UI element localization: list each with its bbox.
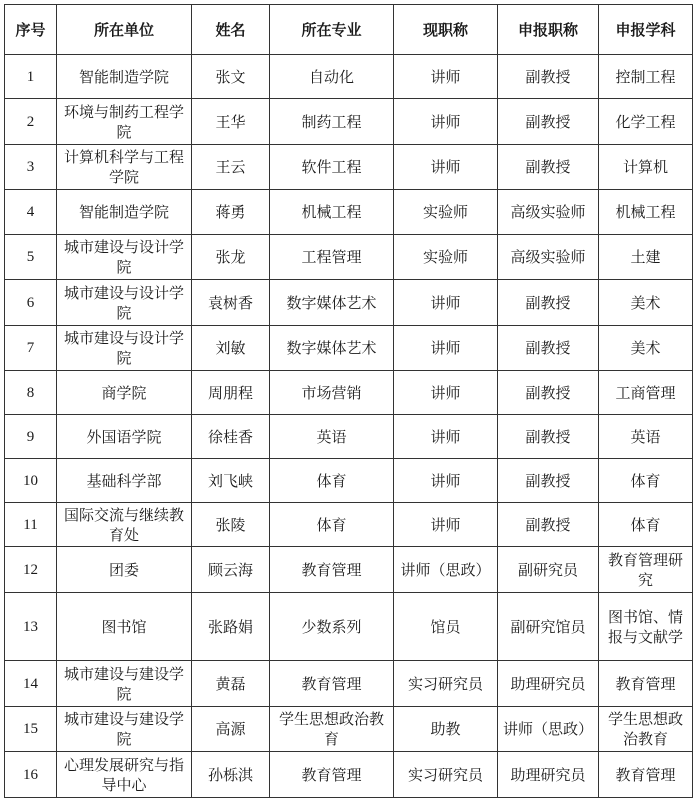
cell-apply-subject: 化学工程 bbox=[599, 99, 693, 145]
cell-unit: 外国语学院 bbox=[57, 415, 192, 459]
cell-unit: 城市建设与建设学院 bbox=[57, 707, 192, 752]
cell-apply-title: 副教授 bbox=[498, 371, 599, 415]
cell-apply-title: 副研究员 bbox=[498, 547, 599, 593]
cell-major: 学生思想政治教育 bbox=[270, 707, 394, 752]
cell-current-title: 实习研究员 bbox=[394, 661, 498, 707]
cell-apply-subject: 英语 bbox=[599, 415, 693, 459]
cell-apply-title: 副教授 bbox=[498, 99, 599, 145]
cell-unit: 智能制造学院 bbox=[57, 55, 192, 99]
cell-apply-title: 副教授 bbox=[498, 145, 599, 190]
cell-current-title: 实习研究员 bbox=[394, 752, 498, 798]
header-apply-subject: 申报学科 bbox=[599, 5, 693, 55]
cell-major: 制药工程 bbox=[270, 99, 394, 145]
cell-name: 王云 bbox=[192, 145, 270, 190]
table-row bbox=[5, 593, 693, 661]
table-row bbox=[5, 326, 693, 371]
cell-unit: 计算机科学与工程学院 bbox=[57, 145, 192, 190]
table-row bbox=[5, 145, 693, 190]
table-row bbox=[5, 415, 693, 459]
header-name: 姓名 bbox=[192, 5, 270, 55]
cell-no: 10 bbox=[5, 459, 57, 503]
cell-apply-subject: 控制工程 bbox=[599, 55, 693, 99]
cell-current-title: 讲师 bbox=[394, 503, 498, 547]
table-row bbox=[5, 280, 693, 326]
cell-apply-subject: 美术 bbox=[599, 326, 693, 371]
cell-name: 高源 bbox=[192, 707, 270, 752]
cell-major: 体育 bbox=[270, 459, 394, 503]
table-row bbox=[5, 707, 693, 752]
cell-name: 刘敏 bbox=[192, 326, 270, 371]
cell-apply-subject: 教育管理 bbox=[599, 661, 693, 707]
cell-apply-title: 高级实验师 bbox=[498, 190, 599, 235]
cell-no: 5 bbox=[5, 235, 57, 280]
cell-current-title: 讲师 bbox=[394, 459, 498, 503]
cell-major: 教育管理 bbox=[270, 547, 394, 593]
cell-apply-subject: 计算机 bbox=[599, 145, 693, 190]
cell-name: 张路娟 bbox=[192, 593, 270, 661]
table-row bbox=[5, 547, 693, 593]
cell-current-title: 实验师 bbox=[394, 190, 498, 235]
cell-current-title: 讲师 bbox=[394, 415, 498, 459]
cell-name: 袁树香 bbox=[192, 280, 270, 326]
cell-apply-subject: 美术 bbox=[599, 280, 693, 326]
header-current-title: 现职称 bbox=[394, 5, 498, 55]
cell-unit: 城市建设与建设学院 bbox=[57, 661, 192, 707]
table-body bbox=[5, 55, 693, 798]
cell-name: 黄磊 bbox=[192, 661, 270, 707]
cell-unit: 团委 bbox=[57, 547, 192, 593]
table-row bbox=[5, 99, 693, 145]
table-row bbox=[5, 235, 693, 280]
cell-unit: 智能制造学院 bbox=[57, 190, 192, 235]
cell-no: 11 bbox=[5, 503, 57, 547]
cell-unit: 图书馆 bbox=[57, 593, 192, 661]
table-row bbox=[5, 55, 693, 99]
cell-no: 15 bbox=[5, 707, 57, 752]
table-row bbox=[5, 752, 693, 798]
cell-major: 教育管理 bbox=[270, 752, 394, 798]
cell-apply-subject: 体育 bbox=[599, 459, 693, 503]
cell-name: 顾云海 bbox=[192, 547, 270, 593]
cell-current-title: 助教 bbox=[394, 707, 498, 752]
cell-unit: 城市建设与设计学院 bbox=[57, 235, 192, 280]
cell-apply-title: 副教授 bbox=[498, 459, 599, 503]
cell-name: 张龙 bbox=[192, 235, 270, 280]
cell-name: 周朋程 bbox=[192, 371, 270, 415]
cell-name: 徐桂香 bbox=[192, 415, 270, 459]
cell-current-title: 讲师（思政） bbox=[394, 547, 498, 593]
cell-apply-title: 副教授 bbox=[498, 280, 599, 326]
cell-current-title: 讲师 bbox=[394, 55, 498, 99]
cell-major: 数字媒体艺术 bbox=[270, 280, 394, 326]
cell-apply-subject: 工商管理 bbox=[599, 371, 693, 415]
cell-apply-subject: 教育管理 bbox=[599, 752, 693, 798]
cell-apply-subject: 图书馆、情报与文献学 bbox=[599, 593, 693, 661]
cell-major: 数字媒体艺术 bbox=[270, 326, 394, 371]
cell-name: 孙栎淇 bbox=[192, 752, 270, 798]
cell-current-title: 讲师 bbox=[394, 371, 498, 415]
cell-no: 13 bbox=[5, 593, 57, 661]
cell-unit: 国际交流与继续教育处 bbox=[57, 503, 192, 547]
table-row bbox=[5, 371, 693, 415]
cell-unit: 城市建设与设计学院 bbox=[57, 280, 192, 326]
cell-current-title: 馆员 bbox=[394, 593, 498, 661]
cell-major: 教育管理 bbox=[270, 661, 394, 707]
cell-no: 9 bbox=[5, 415, 57, 459]
cell-major: 少数系列 bbox=[270, 593, 394, 661]
cell-apply-title: 副教授 bbox=[498, 415, 599, 459]
header-apply-title: 申报职称 bbox=[498, 5, 599, 55]
cell-major: 市场营销 bbox=[270, 371, 394, 415]
cell-apply-subject: 机械工程 bbox=[599, 190, 693, 235]
cell-apply-title: 讲师（思政） bbox=[498, 707, 599, 752]
table-row bbox=[5, 503, 693, 547]
cell-major: 英语 bbox=[270, 415, 394, 459]
cell-major: 工程管理 bbox=[270, 235, 394, 280]
cell-name: 蒋勇 bbox=[192, 190, 270, 235]
cell-unit: 基础科学部 bbox=[57, 459, 192, 503]
cell-no: 2 bbox=[5, 99, 57, 145]
cell-unit: 城市建设与设计学院 bbox=[57, 326, 192, 371]
cell-no: 12 bbox=[5, 547, 57, 593]
cell-unit: 商学院 bbox=[57, 371, 192, 415]
table-row bbox=[5, 661, 693, 707]
cell-name: 张陵 bbox=[192, 503, 270, 547]
cell-name: 刘飞峡 bbox=[192, 459, 270, 503]
header-row bbox=[5, 5, 693, 55]
cell-no: 8 bbox=[5, 371, 57, 415]
cell-apply-title: 高级实验师 bbox=[498, 235, 599, 280]
cell-current-title: 讲师 bbox=[394, 280, 498, 326]
cell-major: 机械工程 bbox=[270, 190, 394, 235]
cell-apply-subject: 学生思想政治教育 bbox=[599, 707, 693, 752]
cell-major: 软件工程 bbox=[270, 145, 394, 190]
cell-unit: 心理发展研究与指导中心 bbox=[57, 752, 192, 798]
application-table bbox=[4, 4, 693, 798]
cell-apply-title: 助理研究员 bbox=[498, 661, 599, 707]
cell-unit: 环境与制药工程学院 bbox=[57, 99, 192, 145]
cell-no: 1 bbox=[5, 55, 57, 99]
cell-name: 张文 bbox=[192, 55, 270, 99]
cell-no: 3 bbox=[5, 145, 57, 190]
cell-no: 6 bbox=[5, 280, 57, 326]
header-major: 所在专业 bbox=[270, 5, 394, 55]
cell-major: 体育 bbox=[270, 503, 394, 547]
cell-current-title: 讲师 bbox=[394, 145, 498, 190]
header-no: 序号 bbox=[5, 5, 57, 55]
cell-apply-subject: 土建 bbox=[599, 235, 693, 280]
cell-apply-title: 副教授 bbox=[498, 503, 599, 547]
table-row bbox=[5, 190, 693, 235]
cell-apply-subject: 体育 bbox=[599, 503, 693, 547]
cell-apply-subject: 教育管理研究 bbox=[599, 547, 693, 593]
cell-name: 王华 bbox=[192, 99, 270, 145]
cell-apply-title: 副研究馆员 bbox=[498, 593, 599, 661]
cell-apply-title: 副教授 bbox=[498, 326, 599, 371]
cell-no: 14 bbox=[5, 661, 57, 707]
cell-current-title: 讲师 bbox=[394, 99, 498, 145]
table-row bbox=[5, 459, 693, 503]
cell-no: 4 bbox=[5, 190, 57, 235]
cell-apply-title: 助理研究员 bbox=[498, 752, 599, 798]
cell-no: 7 bbox=[5, 326, 57, 371]
cell-no: 16 bbox=[5, 752, 57, 798]
cell-current-title: 实验师 bbox=[394, 235, 498, 280]
header-unit: 所在单位 bbox=[57, 5, 192, 55]
cell-major: 自动化 bbox=[270, 55, 394, 99]
cell-current-title: 讲师 bbox=[394, 326, 498, 371]
cell-apply-title: 副教授 bbox=[498, 55, 599, 99]
